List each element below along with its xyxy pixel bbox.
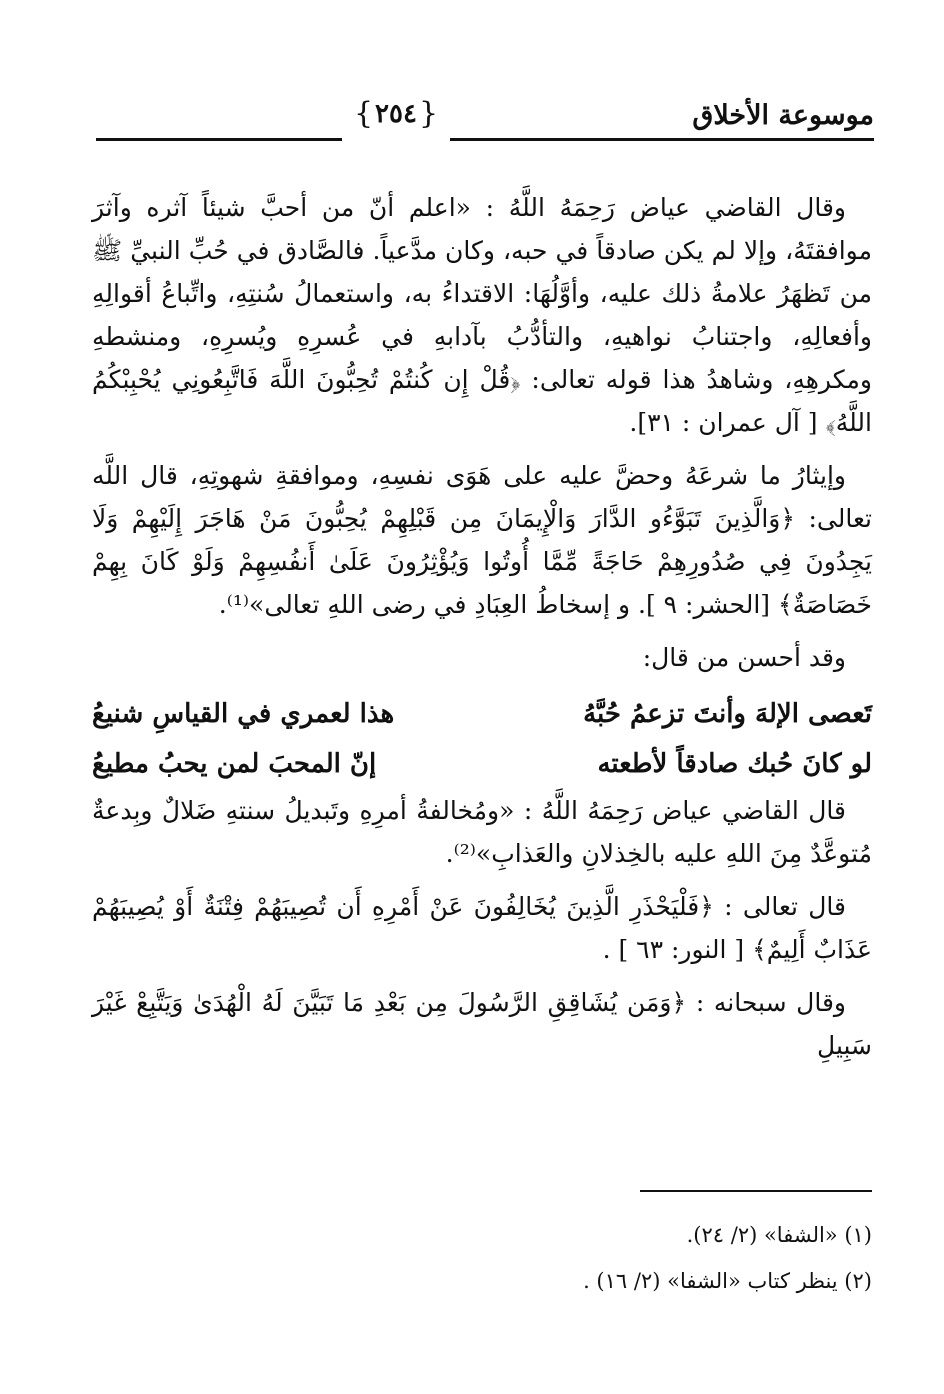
paragraph-2: وإيثارُ ما شرعَهُ وحضَّ عليه على هَوَى نفسِهِ، وموافقةِ شهوتِهِ، قال اللَّه تعالى: ﴿وَالَّذِينَ تَبَوَّءُو الدَّارَ وَالْإِيمَانَ مِن قَبْلِهِمْ يُحِبُّونَ مَنْ هَاجَرَ إِلَيْهِمْ وَلَا يَجِدُونَ فِي صُدُورِهِمْ حَاجَةً مِّمَّا أُوتُوا وَيُؤْثِرُونَ عَلَىٰ أَنفُسِهِمْ وَلَوْ كَانَ بِهِمْ خَصَاصَةٌ﴾ [الحشر: ٩ ]. و إسخاطُ العِبَادِ في رضى اللهِ تعالى»⁽¹⁾.: [92, 461, 872, 619]
paragraph-1: وقال القاضي عياض رَحِمَهُ اللَّهُ : «اعلم أنّ من أحبَّ شيئاً آثره وآثرَ موافقتَهُ، وإلا لم يكن صادقاً في حبه، وكان مدَّعياً. فالصَّادق في حُبِّ النبيِّ ﷺ من تَظهَرُ علامةُ ذلك عليه، وأوَّلُهَا: الاقتداءُ به، واستعمالُ سُنتِهِ، واتِّباعُ أقوالِهِ وأفعالِهِ، واجتنابُ نواهيهِ، والتأدُّبُ بآدابهِ في عُسرِهِ ويُسرِهِ، ومنشطهِ ومكرهِهِ، وشاهدُ هذا قوله تعالى: ﴿قُلْ إِن كُنتُمْ تُحِبُّونَ اللَّهَ فَاتَّبِعُونِي يُحْبِبْكُمُ اللَّهُ﴾ [ آل عمران : ٣١].: [92, 193, 872, 437]
brace-right-icon: }: [353, 96, 374, 131]
poem-hemistich-first: تَعصى الإلهَ وأنتَ تزعمُ حُبَّهُ: [583, 699, 872, 729]
main-text: [92, 186, 872, 1077]
page-header: [96, 96, 874, 156]
poem-line: [92, 739, 872, 789]
poem-line: [92, 689, 872, 739]
paragraph-6: وقال سبحانه : ﴿وَمَن يُشَاقِقِ الرَّسُولَ مِن بَعْدِ مَا تَبَيَّنَ لَهُ الْهُدَىٰ وَيَتَّبِعْ غَيْرَ سَبِيلِ: [92, 988, 872, 1060]
footnotes: [92, 1212, 872, 1304]
poem-hemistich-second: إنّ المحبَ لمن يحبُ مطيعُ: [92, 749, 377, 779]
paragraph-4: قال القاضي عياض رَحِمَهُ اللَّهُ : «ومُخالفةُ أمرِهِ وتَبديلُ سنتهِ ضَلالٌ وبِدعةٌ مُتوعَّدٌ مِنَ اللهِ عليه بالخِذلانِ والعَذابِ»⁽²⁾.: [92, 796, 872, 868]
page-number: [348, 96, 444, 132]
paragraph-5: قال تعالى : ﴿فَلْيَحْذَرِ الَّذِينَ يُخَالِفُونَ عَنْ أَمْرِهِ أَن تُصِيبَهُمْ فِتْنَةٌ أَوْ يُصِيبَهُمْ عَذَابٌ أَلِيمٌ﴾ [ النور: ٦٣ ] .: [92, 892, 872, 964]
poem-hemistich-second: هذا لعمري في القياسِ شنيعُ: [92, 699, 395, 729]
page-number-value: ٢٥٤: [375, 99, 417, 129]
header-rule: [96, 138, 874, 141]
footnote-separator: [640, 1190, 872, 1192]
paragraph-3: وقد أحسن من قال:: [642, 643, 846, 672]
poem: [92, 689, 872, 789]
running-title: موسوعة الأخلاق: [692, 100, 874, 131]
brace-left-icon: {: [418, 96, 439, 131]
footnote-2: (٢) ينظر كتاب «الشفا» (٢/ ١٦) .: [583, 1269, 872, 1293]
poem-hemistich-first: لو كانَ حُبك صادقاً لأطعته: [597, 749, 872, 779]
footnote-1: (١) «الشفا» (٢/ ٢٤).: [686, 1223, 872, 1247]
